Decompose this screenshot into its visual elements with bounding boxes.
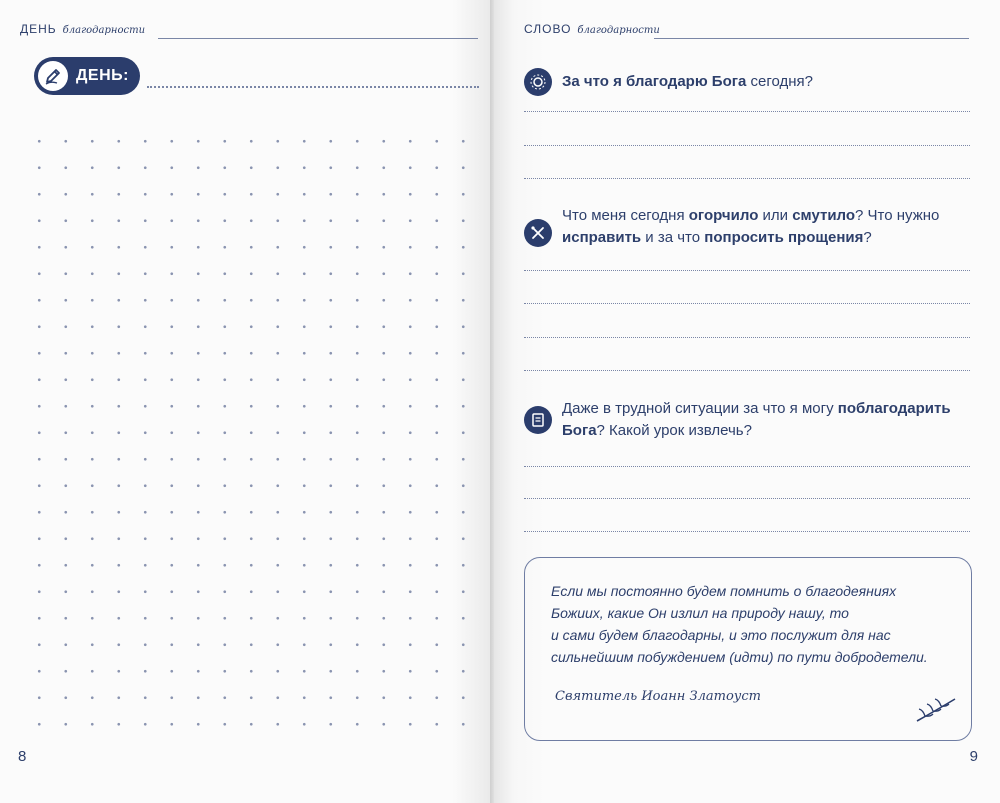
- quote-line: Если мы постоянно будем помнить о благодеяниях: [551, 583, 897, 599]
- day-badge: [34, 57, 140, 95]
- answer-line: [524, 498, 970, 499]
- answer-line: [524, 337, 970, 338]
- answer-line: [524, 466, 970, 467]
- right-running-head: [524, 22, 660, 36]
- answer-line: [524, 303, 970, 304]
- q2-seg-5: исправить: [562, 229, 642, 246]
- answer-line: [524, 145, 970, 146]
- quote-author: Святитель Иоанн Златоуст: [555, 689, 761, 704]
- leaf-branch-icon: [913, 695, 959, 730]
- quote-line: и сами будем благодарны, и это послужит для нас: [551, 627, 891, 643]
- quote-box: [524, 557, 972, 741]
- quote-text: [551, 580, 971, 668]
- question-1-text: [562, 71, 972, 93]
- quote-line: сильнейшим побуждением (идти) по пути добродетели.: [551, 649, 928, 665]
- dot-grid-area: [26, 128, 476, 738]
- right-running-head-caps: СЛОВО: [524, 22, 572, 36]
- question-3-text: [562, 398, 972, 442]
- left-running-head-script: благодарности: [62, 25, 146, 36]
- notebook-icon: [524, 406, 552, 434]
- answer-line: [524, 270, 970, 271]
- pencil-icon: [38, 61, 68, 91]
- q2-seg-4: ? Что нужно: [855, 207, 940, 224]
- q2-seg-6: и за что: [641, 229, 705, 246]
- right-running-head-script: благодарности: [577, 25, 660, 36]
- q2-seg-0: Что меня сегодня: [562, 207, 689, 224]
- q2-seg-8: ?: [863, 229, 872, 246]
- left-head-rule: [158, 38, 478, 39]
- question-2-text: [562, 205, 972, 249]
- answer-line: [524, 178, 970, 179]
- answer-line: [524, 370, 970, 371]
- day-label: ДЕНЬ:: [76, 67, 129, 84]
- answer-line: [524, 111, 970, 112]
- quote-line: Божиих, какие Он излил на природу нашу, то: [551, 605, 849, 621]
- left-running-head-caps: ДЕНЬ: [20, 22, 57, 36]
- sun-icon: [524, 68, 552, 96]
- q3-seg-2: ? Какой урок извлечь?: [596, 422, 752, 439]
- left-page: [0, 0, 492, 803]
- q2-seg-7: попросить прощения: [704, 229, 864, 246]
- right-page: [494, 0, 1000, 803]
- q2-seg-1: огорчило: [688, 207, 759, 224]
- q2-seg-2: или: [758, 207, 793, 224]
- left-running-head: [20, 22, 145, 36]
- q1-seg-1: сегодня?: [746, 73, 814, 90]
- cross-tools-icon: [524, 219, 552, 247]
- right-head-rule: [654, 38, 969, 39]
- q3-seg-0: Даже в трудной ситуации за что я могу: [562, 400, 838, 417]
- q1-seg-0: За что я благодарю Бога: [562, 73, 747, 90]
- left-page-number: 8: [18, 748, 27, 765]
- right-page-number: 9: [969, 748, 978, 765]
- answer-line: [524, 531, 970, 532]
- day-write-line: [147, 86, 479, 88]
- q3-seg-1: поблагодарить Бога: [562, 400, 951, 439]
- q2-seg-3: смутило: [792, 207, 856, 224]
